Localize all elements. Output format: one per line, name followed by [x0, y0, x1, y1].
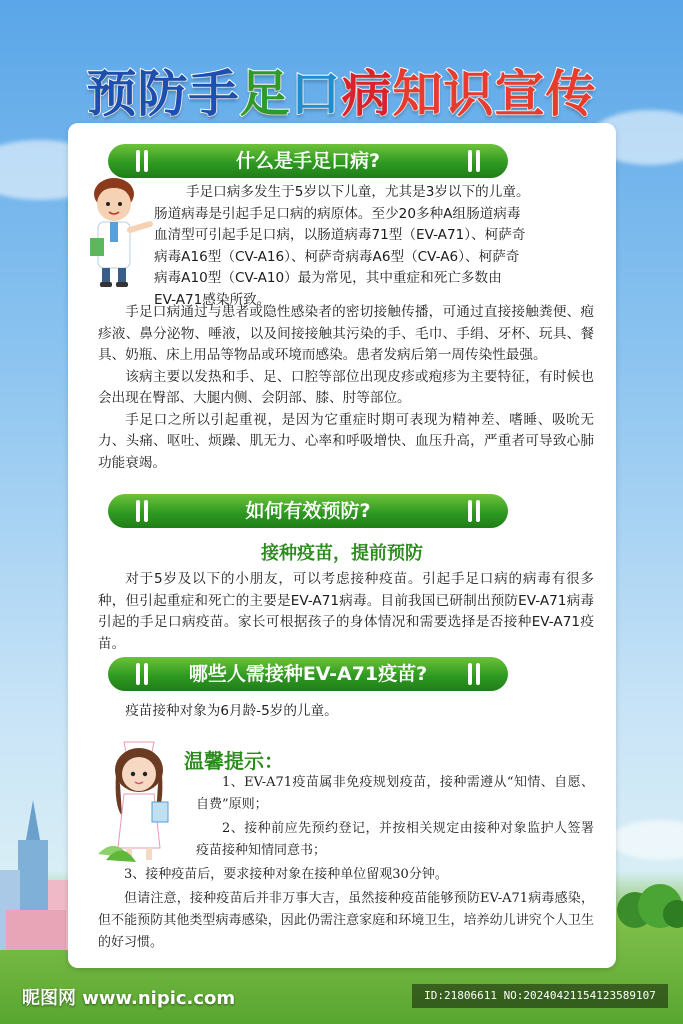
title-part: 足 — [239, 65, 291, 123]
intro-line: EV-A71感染所致。 — [154, 291, 271, 308]
intro-line: 病毒A16型（CV-A16）、柯萨奇病毒A6型（CV-A6）、柯萨奇 — [154, 248, 520, 265]
section3-body — [98, 701, 594, 723]
tip-text: 1、EV-A71疫苗属非免疫规划疫苗，接种需遵从“知情、自愿、自费”原则； — [196, 775, 594, 812]
section-header-who-vaccinate: 哪些人需接种EV-A71疫苗? — [108, 657, 508, 691]
title-part: 预防手 — [86, 65, 240, 123]
city-skyline-illustration — [0, 800, 70, 950]
paragraph: 疫苗接种对象为6月龄-5岁的儿童。 — [125, 703, 338, 719]
intro-line: 肠道病毒是引起手足口病的病原体。至少20多种A组肠道病毒 — [154, 205, 521, 222]
tips-item — [98, 864, 594, 886]
page-title — [0, 54, 683, 126]
paragraph: 该病主要以发热和手、足、口腔等部位出现皮疹或疱疹为主要特征，有时候也会出现在臀部、大腿内侧、会阴部、膝、肘等部位。 — [98, 368, 594, 406]
paragraph: 手足口病通过与患者或隐性感染者的密切接触传播，可通过直接接触粪便、疱疹液、鼻分泌物、唾液，以及间接接触其污染的手、毛巾、手绢、牙杯、玩具、餐具、奶瓶、床上用品等物品或环境而感染。患者发病后第一周传染性最强。 — [98, 304, 594, 363]
doctor-illustration — [84, 172, 156, 290]
trees-illustration — [615, 880, 683, 940]
section-header-what-is: 什么是手足口病? — [108, 144, 508, 178]
title-part: 口 — [290, 65, 342, 123]
paragraph: 手足口之所以引起重视，是因为它重症时期可表现为精神差、嗜睡、吸吮无力、头痛、呕吐、烦躁、肌无力、心率和呼吸增快、血压升高，严重者可导致心肺功能衰竭。 — [98, 411, 594, 471]
section2-body — [98, 569, 594, 655]
section-header-prevention: 如何有效预防? — [108, 494, 508, 528]
tips-item — [196, 772, 594, 816]
watermark-text: 昵图网 www.nipic.com — [22, 988, 236, 1009]
tip-text: 2、接种前应先预约登记，并按相关规定由接种对象监护人签署疫苗接种知情同意书； — [196, 821, 594, 858]
vaccination-subhead: 接种疫苗，提前预防 — [261, 543, 423, 564]
title-part: 病 — [341, 65, 393, 123]
cloud-decoration — [610, 820, 683, 860]
intro-line: 病毒A10型（CV-A10）最为常见，其中重症和死亡多数由 — [154, 270, 502, 286]
tip-text: 3、接种疫苗后，要求接种对象在接种单位留观30分钟。 — [124, 867, 448, 882]
tips-closing — [98, 888, 594, 954]
id-badge: ID:21806611 NO:20240421154123589107 — [412, 984, 668, 1008]
tip-text: 但请注意，接种疫苗后并非万事大吉，虽然接种疫苗能够预防EV-A71病毒感染，但不能预防其他类型病毒感染，因此仍需注意家庭和环境卫生，培养幼儿讲究个人卫生的好习惯。 — [98, 891, 594, 950]
intro-line: 手足口病多发生于5岁以下儿童，尤其是3岁以下的儿童。 — [186, 184, 530, 200]
section1-body — [98, 302, 594, 474]
tips-title: 温馨提示： — [184, 749, 284, 773]
intro-line: 血清型可引起手足口病，以肠道病毒71型（EV-A71）、柯萨奇 — [154, 227, 526, 243]
paragraph: 对于5岁及以下的小朋友，可以考虑接种疫苗。引起手足口病的病毒有很多种，但引起重症和死亡的主要是EV-A71病毒。目前我国已研制出预防EV-A71病毒引起的手足口病疫苗。家长可根据孩子的身体情况和需要选择是否接种EV-A71疫苗。 — [98, 571, 594, 652]
title-part: 知识宣传 — [392, 65, 597, 123]
nurse-illustration — [96, 736, 192, 866]
tips-item — [196, 818, 594, 862]
